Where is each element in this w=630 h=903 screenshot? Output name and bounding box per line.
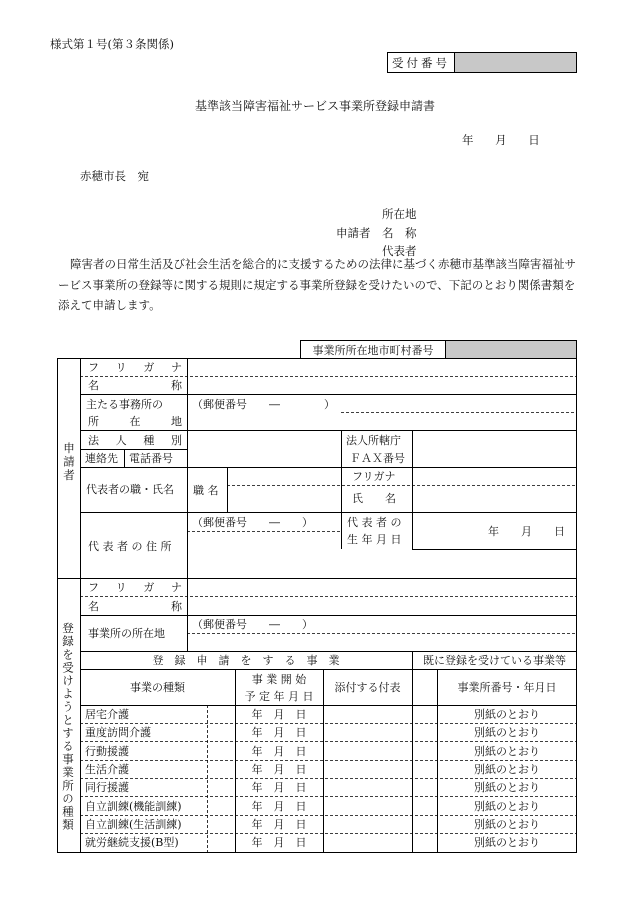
business-type-cell: 自立訓練(機能訓練): [85, 800, 182, 813]
rep-title-name-label: 代表者の職・氏名: [86, 483, 174, 496]
facility-postal-code[interactable]: （郵便番号 ― ）: [192, 618, 313, 631]
facility-location-label: 事業所の所在地: [88, 627, 165, 640]
applicant-address-label: 所在地: [382, 207, 417, 221]
business-type-cell: 行動援護: [85, 745, 129, 758]
document-title: 基準該当障害福祉サービス事業所登録申請書: [194, 99, 435, 113]
business-type-cell: 重度訪問介護: [85, 726, 151, 739]
contact-label: 連絡先: [85, 452, 118, 465]
office-label-line2: 所 在 地: [88, 415, 182, 428]
rep-address-label: 代 表 者 の 住 所: [88, 540, 172, 553]
start-date-cell[interactable]: 年 月 日: [251, 763, 307, 776]
corp-type-label: 法 人 種 別: [88, 434, 182, 447]
name-label: 名 称: [88, 379, 182, 392]
start-date-cell[interactable]: 年 月 日: [251, 781, 307, 794]
facility-type-section-label: 登録を受けようとする事業所の種類: [61, 622, 75, 832]
registration-cell: 別紙のとおり: [474, 781, 540, 794]
start-date-cell[interactable]: 年 月 日: [251, 818, 307, 831]
application-date: 年 月 日: [462, 133, 540, 147]
municipality-number-label: 事業所所在地市町村番号: [301, 341, 446, 358]
col-start-date-1: 事 業 開 始: [251, 672, 307, 686]
registration-cell: 別紙のとおり: [474, 818, 540, 831]
col-registration: 事業所番号・年月日: [457, 681, 557, 694]
business-type-cell: 同行援護: [85, 781, 129, 794]
office-label-line1: 主たる事務所の: [86, 398, 163, 411]
applicant-label: 申請者: [336, 226, 371, 240]
addressee: 赤穂市長 宛: [80, 169, 149, 183]
applicant-section-label: 申請者: [62, 442, 76, 483]
phone-label: 電話番号: [129, 452, 173, 465]
form-number: 様式第１号(第３条関係): [50, 37, 174, 51]
applicant-name-label: 名 称: [382, 226, 417, 240]
rep-birth-label-1: 代 表 者 の: [347, 516, 402, 529]
business-type-cell: 自立訓練(生活訓練): [85, 818, 182, 831]
registration-cell: 別紙のとおり: [474, 726, 540, 739]
rep-birth-label-2: 生 年 月 日: [347, 533, 402, 546]
rep-furigana-label: フリガナ: [352, 470, 396, 483]
register-business-header: 登 録 申 請 を す る 事 業: [152, 654, 340, 667]
start-date-cell[interactable]: 年 月 日: [251, 800, 307, 813]
registered-business-header: 既に登録を受けている事業等: [423, 654, 566, 667]
furigana-label: フ リ ガ ナ: [88, 361, 182, 374]
business-type-cell: 就労継続支援(B型): [85, 836, 179, 849]
rep-name-label: 氏 名: [352, 492, 396, 505]
registration-cell: 別紙のとおり: [474, 745, 540, 758]
fax-label: ＦＡＸ番号: [350, 452, 405, 465]
registration-cell: 別紙のとおり: [474, 763, 540, 776]
start-date-cell[interactable]: 年 月 日: [251, 836, 307, 849]
start-date-cell[interactable]: 年 月 日: [251, 708, 307, 721]
application-statement: 障害者の日常生活及び社会生活を総合的に支援するための法律に基づく赤穂市基準該当障害福祉サービス事業所の登録等に関する規則に規定する事業所登録を受けたいので、下記のとおり関係書類を添えて申請します。: [58, 257, 576, 312]
rep-birth-date[interactable]: 年 月 日: [488, 525, 565, 538]
registration-cell: 別紙のとおり: [474, 800, 540, 813]
col-start-date-2: 予 定 年 月 日: [244, 689, 314, 703]
corp-office-label: 法人所轄庁: [346, 434, 401, 447]
rep-postal-code[interactable]: （郵便番号 ― ）: [192, 516, 313, 529]
office-postal-code[interactable]: （郵便番号 ― ）: [192, 398, 335, 411]
receipt-number-label: 受付番号: [388, 53, 455, 72]
applicant-rep-label: 代表者: [382, 244, 417, 258]
facility-furigana-label: フ リ ガ ナ: [88, 581, 182, 594]
col-business-type: 事業の種類: [130, 681, 185, 694]
business-type-cell: 居宅介護: [85, 708, 129, 721]
col-attachment: 添付する付表: [334, 681, 401, 694]
facility-name-label: 名 称: [88, 600, 182, 613]
business-type-cell: 生活介護: [85, 763, 129, 776]
title-label: 職 名: [193, 484, 219, 497]
registration-cell: 別紙のとおり: [474, 708, 540, 721]
start-date-cell[interactable]: 年 月 日: [251, 726, 307, 739]
registration-cell: 別紙のとおり: [474, 836, 540, 849]
start-date-cell[interactable]: 年 月 日: [251, 745, 307, 758]
